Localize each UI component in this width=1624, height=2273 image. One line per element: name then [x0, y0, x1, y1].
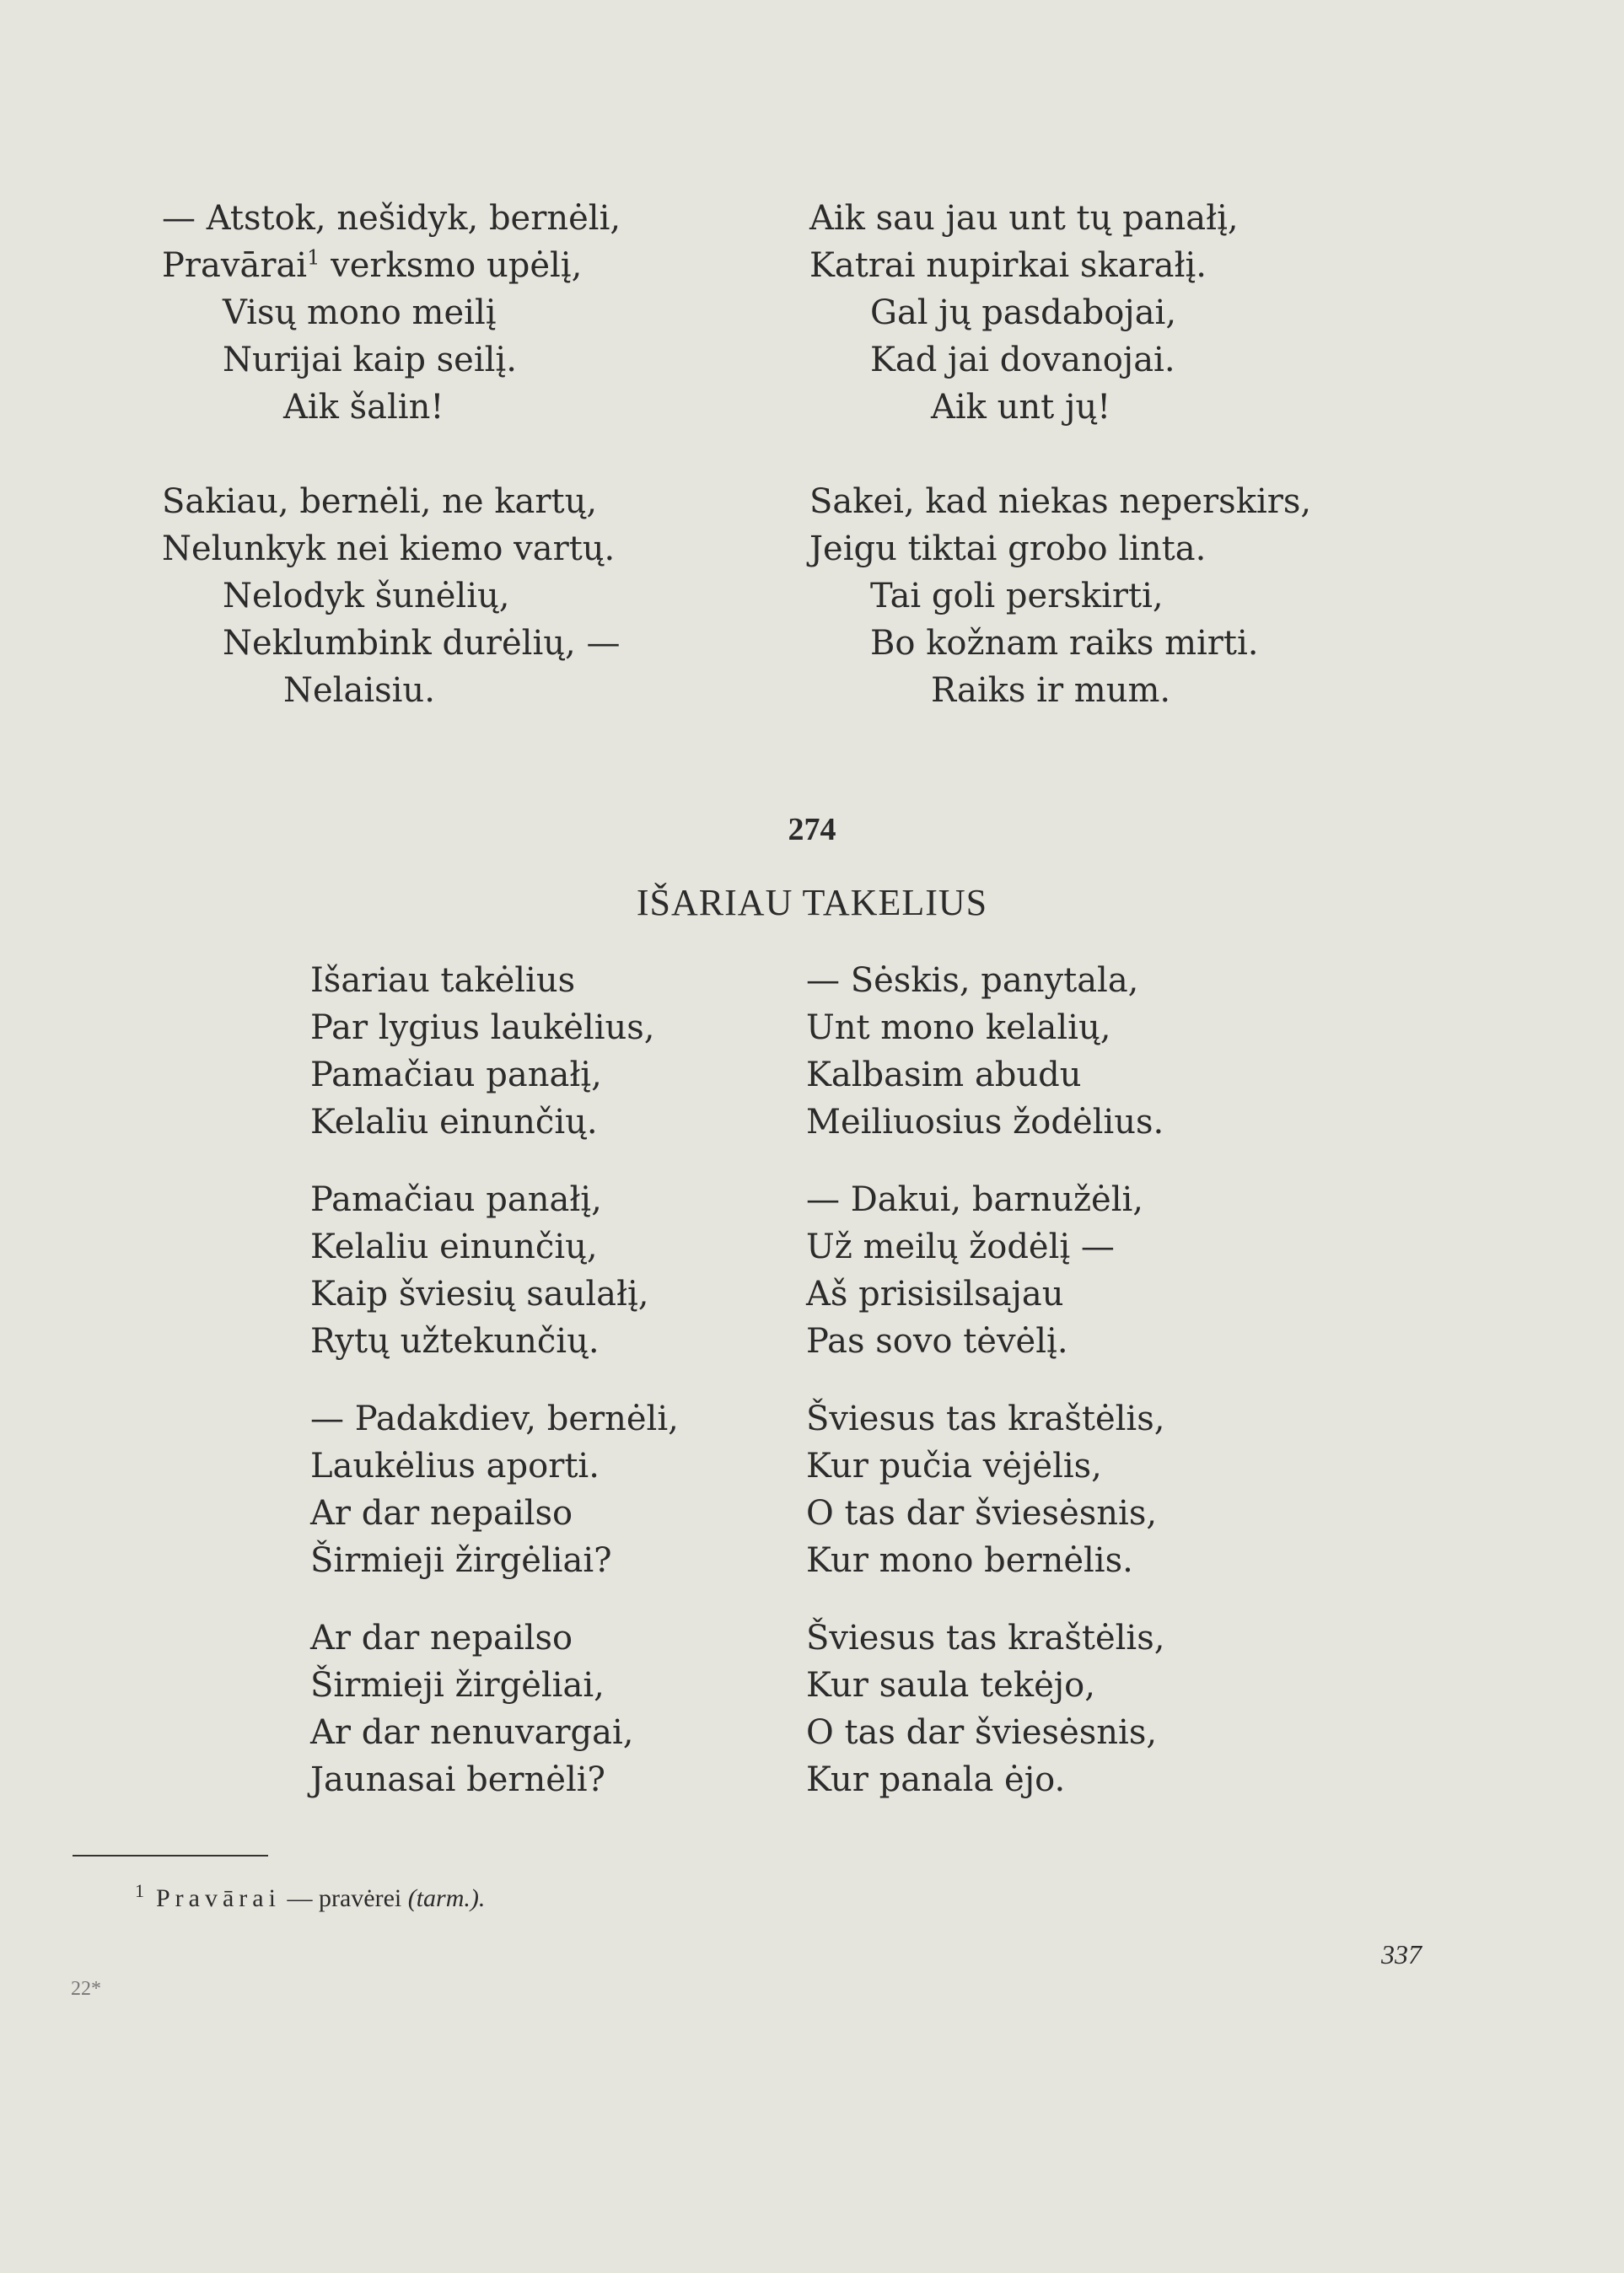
verse-line-rest: verksmo upėlį,	[331, 246, 583, 285]
stanza	[310, 1615, 679, 1803]
footnote-gloss: pravėrei	[318, 1884, 408, 1912]
verse-line: Jaunasai bernėli?	[310, 1760, 605, 1799]
verse-line: O tas dar šviesėsnis,	[806, 1494, 1158, 1533]
verse-line: Tai goli perskirti,	[870, 577, 1164, 615]
footnote-dash: —	[280, 1884, 319, 1912]
verse-line: Už meilų žodėlį —	[806, 1228, 1115, 1266]
verse-line: Kalbasim abudu	[806, 1056, 1082, 1094]
verse-line: Neklumbink durėlių, —	[223, 624, 621, 663]
verse-line: Sakei, kad niekas neperskirs,	[809, 482, 1312, 521]
verse-line: Išariau takėlius	[310, 961, 576, 1000]
verse-line: Laukėlius aporti.	[310, 1447, 600, 1486]
stanza	[806, 1395, 1164, 1584]
verse-line: Meiliuosius žodėlius.	[806, 1103, 1164, 1142]
verse-line: Aik sau jau unt tų panałį,	[809, 199, 1239, 238]
footnote-mark: 1	[135, 1880, 144, 1901]
song-title: IŠARIAU TAKELIUS	[636, 882, 988, 923]
stanza	[806, 1615, 1164, 1803]
top-right-column	[809, 195, 1311, 714]
verse-line	[162, 242, 621, 289]
footnote-mark: 1	[307, 245, 320, 270]
verse-line: Širmieji žirgėliai?	[310, 1541, 612, 1580]
verse-line: Ar dar nepailso	[310, 1619, 573, 1658]
verse-line: Šviesus tas kraštėlis,	[806, 1400, 1165, 1438]
stanza	[310, 1176, 679, 1365]
verse-line: Bo kožnam raiks mirti.	[870, 624, 1259, 663]
verse-line: Kur saula tekėjo,	[806, 1666, 1095, 1705]
verse-line: — Padakdiev, bernėli,	[310, 1400, 679, 1438]
stanza	[310, 957, 679, 1146]
stanza	[806, 957, 1164, 1146]
verse-line: — Dakui, barnužėli,	[806, 1180, 1143, 1219]
stanza	[809, 478, 1311, 714]
stanza	[162, 195, 621, 431]
verse-line: Visų mono meilį	[223, 293, 497, 332]
verse-line: Aš prisisilsajau	[806, 1275, 1064, 1314]
verse-line: Kur mono bernėlis.	[806, 1541, 1133, 1580]
verse-line: Pamačiau panałį,	[310, 1180, 602, 1219]
verse-line: Kad jai dovanojai.	[870, 341, 1175, 379]
verse-line: Nurijai kaip seilį.	[223, 341, 517, 379]
verse-line: Gal jų pasdabojai,	[870, 293, 1177, 332]
verse-line: Ar dar nepailso	[310, 1494, 573, 1533]
verse-line: Pamačiau panałį,	[310, 1056, 602, 1094]
verse-line: Kur pučia vėjėlis,	[806, 1447, 1102, 1486]
verse-line: Ar dar nenuvargai,	[310, 1713, 634, 1752]
footnoted-word: Pravārai	[162, 246, 308, 285]
verse-line: Rytų užtekunčių.	[310, 1322, 600, 1361]
verse-line: Kelaliu einunčių.	[310, 1103, 598, 1142]
song-number: 274	[788, 812, 836, 847]
stanza	[310, 1395, 679, 1584]
stanza	[162, 478, 621, 714]
verse-line: Nelaisiu.	[283, 671, 435, 710]
footnote-note: (tarm.).	[407, 1884, 486, 1912]
verse-line: — Atstok, nešidyk, bernėli,	[162, 199, 621, 238]
page-number: 337	[1381, 1939, 1422, 1969]
song-right-column	[806, 957, 1164, 1803]
verse-line: Jeigu tiktai grobo linta.	[809, 529, 1207, 568]
footnote-term: Pravārai	[156, 1884, 281, 1912]
verse-line: Nelunkyk nei kiemo vartų.	[162, 529, 616, 568]
verse-line: Pas sovo tėvėlį.	[806, 1322, 1068, 1361]
verse-line: Širmieji žirgėliai,	[310, 1666, 605, 1705]
song-left-column	[310, 957, 679, 1803]
footnote	[135, 1880, 486, 1913]
verse-line: Katrai nupirkai skarałį.	[809, 246, 1207, 285]
verse-line: Kur panala ėjo.	[806, 1760, 1066, 1799]
top-left-column	[162, 195, 621, 714]
verse-line: Nelodyk šunėlių,	[223, 577, 510, 615]
verse-line: Šviesus tas kraštėlis,	[806, 1619, 1165, 1658]
verse-line: Par lygius laukėlius,	[310, 1008, 655, 1047]
verse-line: Sakiau, bernėli, ne kartų,	[162, 482, 598, 521]
verse-line: Kaip šviesių saulałį,	[310, 1275, 649, 1314]
verse-line: Unt mono kelalių,	[806, 1008, 1111, 1047]
verse-line: Aik unt jų!	[931, 388, 1111, 427]
stanza	[809, 195, 1311, 431]
footnote-rule	[73, 1855, 268, 1857]
verse-line: Kelaliu einunčių,	[310, 1228, 598, 1266]
verse-line: Raiks ir mum.	[931, 671, 1171, 710]
verse-line: Aik šalin!	[283, 388, 444, 427]
stanza	[806, 1176, 1164, 1365]
printer-signature: 22*	[71, 1978, 101, 2000]
verse-line: O tas dar šviesėsnis,	[806, 1713, 1158, 1752]
verse-line: — Sėskis, panytala,	[806, 961, 1139, 1000]
